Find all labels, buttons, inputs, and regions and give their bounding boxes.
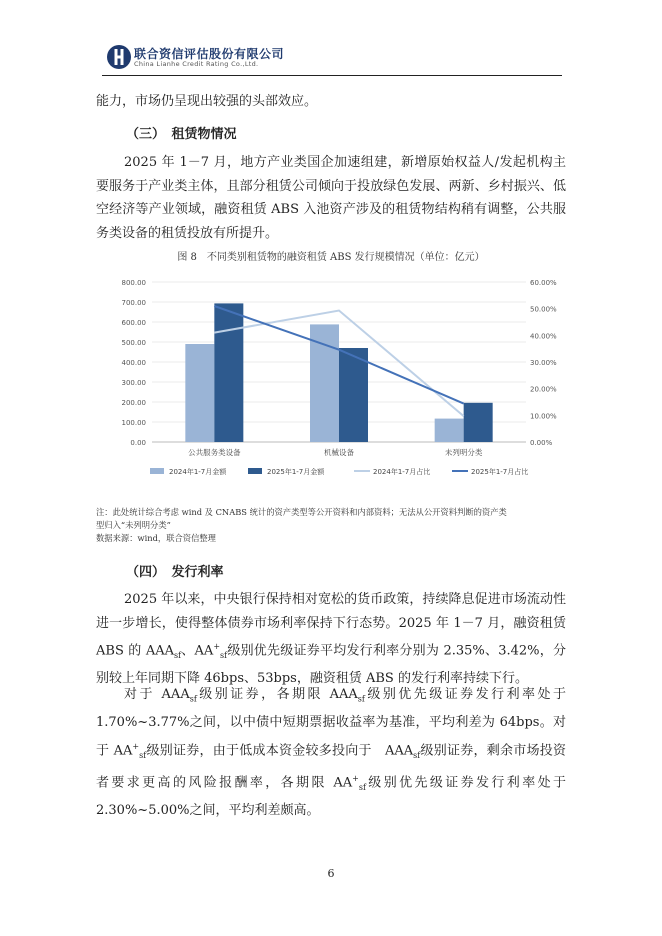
company-logo-icon xyxy=(106,44,132,70)
legend-label: 2024年1-7月占比 xyxy=(373,468,431,476)
y-right-tick-label: 50.00% xyxy=(530,305,557,314)
page-number: 6 xyxy=(327,867,335,880)
bar-1-3 xyxy=(435,419,464,442)
section-4-number: （四） xyxy=(126,565,166,580)
section-4-heading xyxy=(126,561,224,580)
y-right-tick-label: 60.00% xyxy=(530,279,557,287)
bar-1-1 xyxy=(185,344,214,442)
bar-2-1 xyxy=(214,303,243,442)
y-left-tick-label: 200.00 xyxy=(121,399,146,407)
category-label: 机械设备 xyxy=(324,448,354,457)
y-left-tick-label: 600.00 xyxy=(121,319,146,327)
paragraph-rating-spread: 对于 $AAA_{sf}$级别证券，各期限 $AAA_{sf}$级别优先级证券发行利率处于 1.70%~3.77%之间，以中债中短期票据收益率为基准，平均利差为 64bps。对于 $AA^+_{sf}$级别证券，由于低成本资金较多投向于 $AAA_{sf}$级别证券，剩余市场投资者要求更高的风险报酬率，各期限 $AA^+_{sf}$级别优先级证券发行利率处于 2.30%~5.00%之间，平均利差颇高。 xyxy=(96,687,566,819)
legend-swatch xyxy=(150,468,164,474)
legend-label: 2024年1-7月金额 xyxy=(169,468,227,476)
data-source: 数据来源：wind，联合资信整理 xyxy=(96,533,216,543)
section-3-number: （三） xyxy=(126,127,166,142)
note-line-2: 型归入“未列明分类” xyxy=(96,520,171,530)
section-3-title: 租赁物情况 xyxy=(171,127,237,142)
y-left-tick-label: 800.00 xyxy=(121,279,146,287)
company-name-en: China Lianhe Credit Rating Co.,Ltd. xyxy=(134,60,259,68)
y-right-tick-label: 10.00% xyxy=(530,412,557,421)
paragraph-leased-assets: 2025 年 1－7 月，地方产业类国企加速组建，新增原始权益人/发起机构主要服务于产业类主体，且部分租赁公司倾向于投放绿色发展、两新、乡村振兴、低空经济等产业领域，融资租赁 ABS 入池资产涉及的租赁物结构稍有调整，公共服务类设备的租赁投放有所提升。 xyxy=(96,155,566,241)
bar-2-2 xyxy=(339,348,368,442)
category-label: 未列明分类 xyxy=(444,448,483,457)
y-left-tick-label: 100.00 xyxy=(121,419,146,427)
y-left-tick-label: 700.00 xyxy=(121,299,146,307)
chart-note xyxy=(96,506,564,545)
section-3-heading xyxy=(126,123,237,142)
legend-swatch xyxy=(248,468,262,474)
note-line-1: 注：此处统计综合考虑 wind 及 CNABS 统计的资产类型等公开资料和内部资料；无法从公开资料判断的资产类 xyxy=(96,507,507,517)
leased-asset-chart xyxy=(96,268,566,488)
y-right-tick-label: 30.00% xyxy=(530,359,557,367)
y-right-tick-label: 0.00% xyxy=(530,439,553,447)
y-right-tick-label: 20.00% xyxy=(530,385,557,394)
y-left-tick-label: 400.00 xyxy=(121,359,146,367)
section-4-title: 发行利率 xyxy=(171,565,224,580)
y-left-tick-label: 500.00 xyxy=(121,339,146,347)
paragraph-continued: 能力，市场仍呈现出较强的头部效应。 xyxy=(96,94,318,109)
paragraph-issuance-rate: 2025 年以来，中央银行保持相对宽松的货币政策，持续降息促进市场流动性进一步增长，使得整体债券市场利率保持下行态势。2025 年 1－7 月，融资租赁 ABS 的 $AAA_{sf}$、$AA^+_{sf}$级别优先级证券平均发行利率分别为 2.35%、3.42%，分别较上年同期下降 46bps、53bps，融资租赁 ABS 的发行利率持续下行。 xyxy=(96,592,566,687)
company-name-cn: 联合资信评估股份有限公司 xyxy=(134,47,285,61)
figure-caption: 图 8 不同类别租赁物的融资租赁 ABS 发行规模情况（单位：亿元） xyxy=(177,252,485,263)
header-divider xyxy=(102,75,562,76)
bar-2-3 xyxy=(464,403,493,442)
y-left-tick-label: 0.00 xyxy=(130,439,146,447)
category-label: 公共服务类设备 xyxy=(188,448,241,457)
legend-label: 2025年1-7月占比 xyxy=(471,468,529,476)
y-right-tick-label: 40.00% xyxy=(530,332,557,341)
legend-label: 2025年1-7月金额 xyxy=(267,468,325,476)
y-left-tick-label: 300.00 xyxy=(121,379,146,387)
